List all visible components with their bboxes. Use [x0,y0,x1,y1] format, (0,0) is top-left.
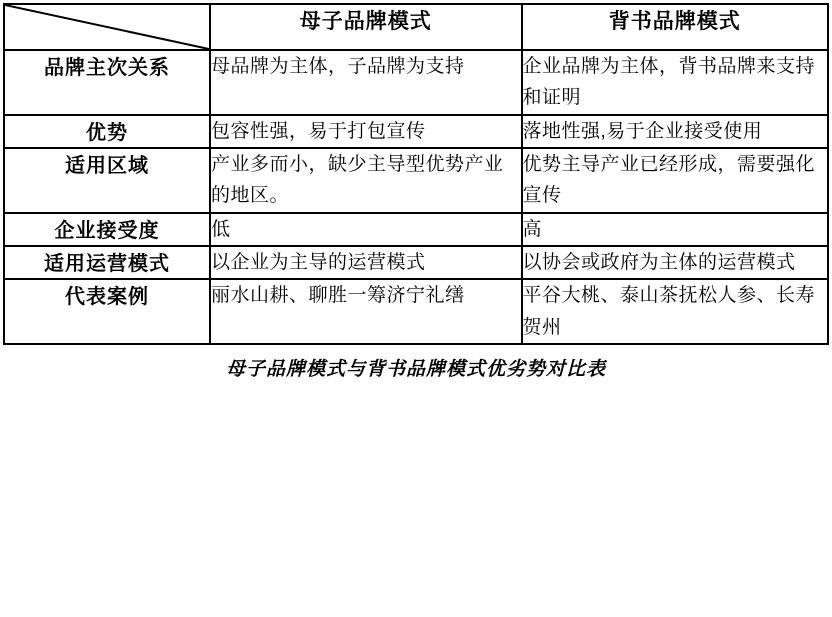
row-cell-b: 平谷大桃、泰山茶抚松人参、长寿贺州 [522,279,829,344]
comparison-table [3,3,829,345]
row-cell-a: 丽水山耕、聊胜一筹济宁礼缮 [210,279,522,344]
row-cell-a: 以企业为主导的运营模式 [210,246,522,279]
row-label: 企业接受度 [4,213,210,246]
table-row [4,279,828,344]
table-row [4,50,828,115]
row-cell-b: 企业品牌为主体，背书品牌来支持和证明 [522,50,829,115]
row-cell-b: 优势主导产业已经形成，需要强化宣传 [522,148,829,213]
row-cell-b: 以协会或政府为主体的运营模式 [522,246,829,279]
diagonal-divider-icon [5,5,209,49]
row-cell-a: 母品牌为主体，子品牌为支持 [210,50,522,115]
row-cell-a: 产业多而小，缺少主导型优势产业的地区。 [210,148,522,213]
column-header-b: 背书品牌模式 [522,4,829,50]
table-row [4,115,828,148]
row-label: 品牌主次关系 [4,50,210,115]
row-label: 代表案例 [4,279,210,344]
row-label: 适用运营模式 [4,246,210,279]
row-cell-a: 低 [210,213,522,246]
corner-diagonal-cell [4,4,210,50]
document-page [0,3,832,617]
row-cell-b: 落地性强,易于企业接受使用 [522,115,829,148]
column-header-a: 母子品牌模式 [210,4,522,50]
row-label: 适用区域 [4,148,210,213]
table-row [4,246,828,279]
row-cell-b: 高 [522,213,829,246]
table-caption: 母子品牌模式与背书品牌模式优劣势对比表 [225,359,606,381]
table-row [4,213,828,246]
row-cell-a: 包容性强，易于打包宣传 [210,115,522,148]
table-header-row [4,4,828,50]
row-label: 优势 [4,115,210,148]
table-row [4,148,828,213]
